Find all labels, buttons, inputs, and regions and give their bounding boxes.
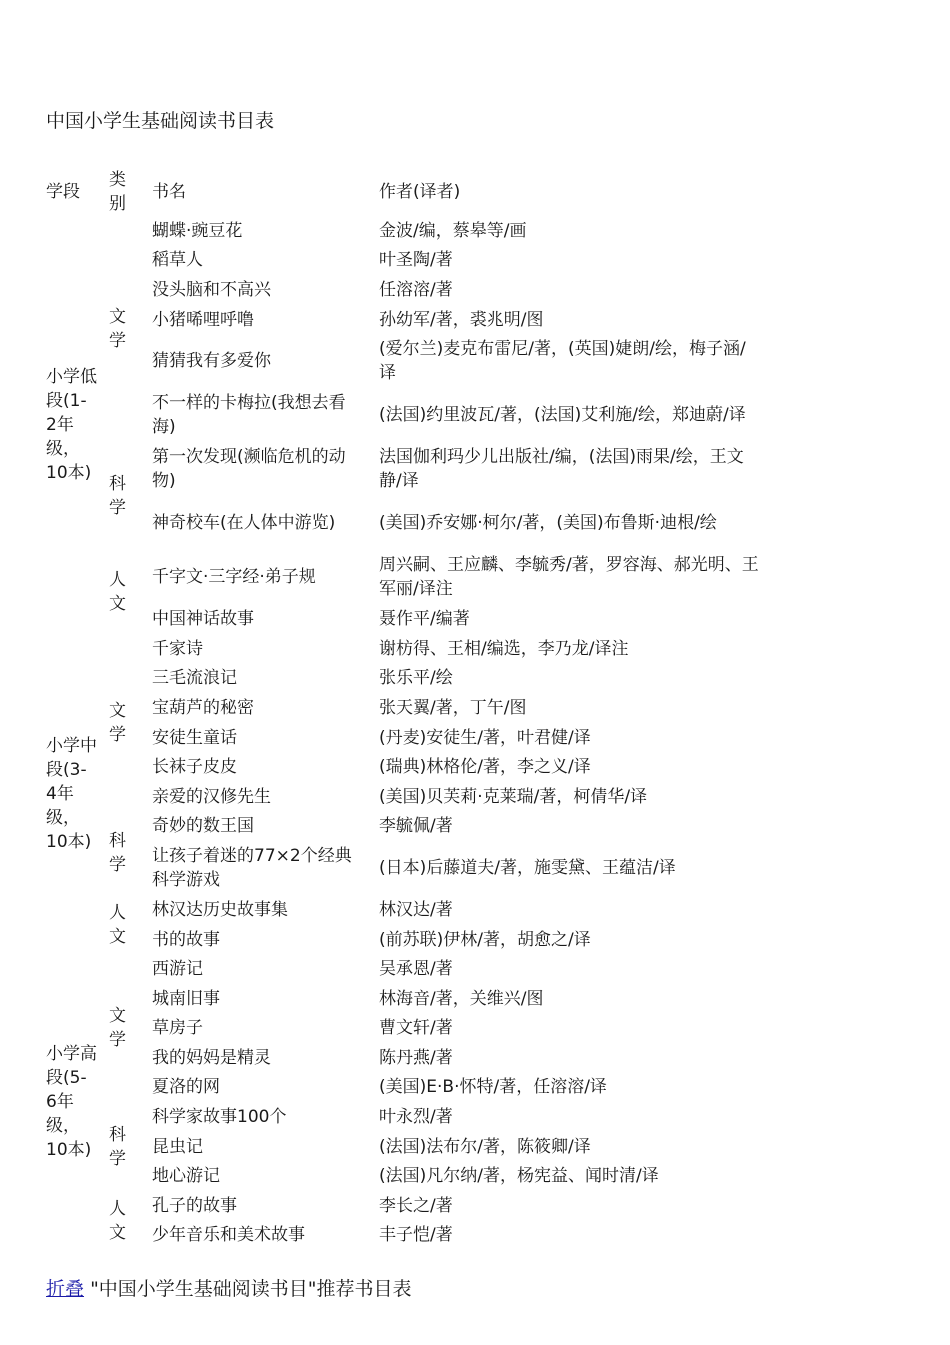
book-title: 不一样的卡梅拉(我想去看海) [152,393,346,438]
book-title: 没头脑和不高兴 [152,279,271,300]
table-row [40,442,765,496]
book-title: 神奇校车(在人体中游览) [152,513,336,534]
table-row [40,275,765,305]
table-row [40,634,765,664]
book-title: 西游记 [152,959,203,980]
book-author: (法国)法布尔/著，陈筱卿/译 [379,1136,591,1157]
book-author: (爱尔兰)麦克布雷尼/著，(英国)婕朗/绘，梅子涵/译 [379,339,746,384]
book-title: 少年音乐和美术故事 [152,1225,305,1246]
book-title: 草房子 [152,1018,203,1039]
header-category: 类别 [109,170,126,214]
table-row [40,782,765,812]
category-cell: 人文 [109,1198,126,1243]
book-title: 稻草人 [152,250,203,271]
footer [46,1274,412,1301]
stage-cell: 小学中段(3-4年级，10本) [46,736,97,853]
book-title: 城南旧事 [152,988,220,1009]
header-author: 作者(译者) [379,182,461,202]
table-row [40,1221,765,1251]
book-title: 让孩子着迷的77×2个经典科学游戏 [152,846,352,891]
stage-cell: 小学高段(5-6年级，10本) [46,1044,97,1161]
book-author: (美国)E·B·怀特/著，任溶溶/译 [379,1077,607,1098]
book-author: 孙幼军/著，裘兆明/图 [379,309,544,330]
collapse-link[interactable]: 折叠 [46,1278,85,1300]
book-author: 李毓佩/著 [379,816,453,837]
table-row [40,1161,765,1191]
table-header-row [40,168,765,216]
book-author: (美国)乔安娜·柯尔/著，(美国)布鲁斯·迪根/绘 [379,513,717,534]
table-row [40,1191,765,1221]
book-title: 孔子的故事 [152,1195,237,1216]
table-row [40,812,765,842]
book-title: 亲爱的汉修先生 [152,786,271,807]
table-row [40,1073,765,1103]
book-author: (前苏联)伊林/著，胡愈之/译 [379,929,591,950]
footer-text: "中国小学生基础阅读书目"推荐书目表 [90,1278,412,1300]
book-title: 千字文·三字经·弟子规 [152,567,316,588]
book-author: 吴承恩/著 [379,959,453,980]
table-row [40,954,765,984]
table-row [40,550,765,604]
table-row [40,1102,765,1132]
table-row [40,1132,765,1162]
table-row [40,752,765,782]
book-title: 蝴蝶·豌豆花 [152,220,243,241]
book-author: (瑞典)林格伦/著，李之义/译 [379,757,591,778]
category-cell: 文学 [109,700,126,745]
header-book: 书名 [152,182,186,202]
table-row [40,604,765,634]
book-author: 陈丹燕/著 [379,1047,453,1068]
book-author: 张乐平/绘 [379,668,453,689]
table-row [40,895,765,925]
table-row [40,246,765,276]
book-author: 金波/编，蔡皋等/画 [379,220,527,241]
book-title: 猜猜我有多爱你 [152,351,271,372]
book-author: 任溶溶/著 [379,279,453,300]
book-title: 夏洛的网 [152,1077,220,1098]
book-title: 昆虫记 [152,1136,203,1157]
table-row [40,388,765,442]
book-author: 法国伽利玛少儿出版社/编，(法国)雨果/绘，王文静/译 [379,447,744,492]
book-author: 林海音/著，关维兴/图 [379,988,544,1009]
book-author: (法国)凡尔纳/著，杨宪益、闻时清/译 [379,1166,659,1187]
table-row [40,216,765,246]
table-row [40,1043,765,1073]
book-title: 第一次发现(濒临危机的动物) [152,447,346,492]
book-title: 我的妈妈是精灵 [152,1047,271,1068]
table-row [40,841,765,895]
book-title: 小猪唏哩呼噜 [152,309,254,330]
category-cell: 文学 [109,1006,126,1051]
table-row [40,334,765,388]
book-author: 聂作平/编著 [379,609,470,630]
category-cell: 人文 [109,902,126,947]
book-list-table [40,168,765,1250]
table-row [40,925,765,955]
book-author: 李长之/著 [379,1195,453,1216]
page-title: 中国小学生基础阅读书目表 [46,110,275,132]
category-cell: 文学 [109,307,126,352]
category-cell: 科学 [109,474,126,519]
table-row [40,1014,765,1044]
book-title: 地心游记 [152,1166,220,1187]
book-title: 书的故事 [152,929,220,950]
book-author: 林汉达/著 [379,899,453,920]
book-author: (丹麦)安徒生/著，叶君健/译 [379,727,591,748]
table-row [40,305,765,335]
book-title: 安徒生童话 [152,727,237,748]
book-title: 宝葫芦的秘密 [152,697,254,718]
book-author: (法国)约里波瓦/著，(法国)艾利施/绘，郑迪蔚/译 [379,405,746,426]
table-row [40,496,765,550]
book-author: 叶圣陶/著 [379,250,453,271]
table-row [40,693,765,723]
category-cell: 科学 [109,831,126,876]
book-title: 奇妙的数王国 [152,816,254,837]
book-title: 林汉达历史故事集 [152,899,288,920]
category-cell: 科学 [109,1124,126,1169]
book-author: (美国)贝芙莉·克莱瑞/著，柯倩华/译 [379,786,648,807]
book-title: 中国神话故事 [152,609,254,630]
book-title: 科学家故事100个 [152,1107,287,1128]
book-title: 千家诗 [152,638,203,659]
book-author: 谢枋得、王相/编选，李乃龙/译注 [379,638,629,659]
book-author: 张天翼/著，丁午/图 [379,697,527,718]
book-author: 周兴嗣、王应麟、李毓秀/著，罗容海、郝光明、王军丽/译注 [379,555,759,600]
header-stage: 学段 [46,182,80,202]
table-row [40,723,765,753]
category-cell: 人文 [109,570,126,615]
book-author: 曹文轩/著 [379,1018,453,1039]
book-author: 丰子恺/著 [379,1225,453,1246]
book-author: 叶永烈/著 [379,1107,453,1128]
table-row [40,664,765,694]
table-row [40,984,765,1014]
book-title: 三毛流浪记 [152,668,237,689]
book-author: (日本)后藤道夫/著，施雯黛、王蕴洁/译 [379,858,676,879]
book-title: 长袜子皮皮 [152,757,237,778]
stage-cell: 小学低段(1-2年级，10本) [46,366,97,483]
